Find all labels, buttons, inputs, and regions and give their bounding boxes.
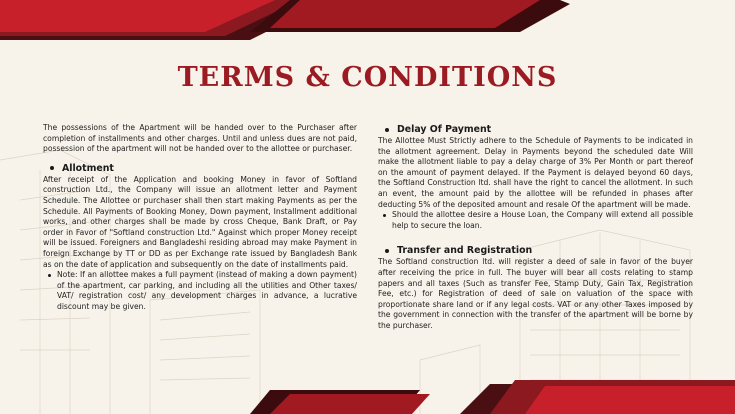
allotment-heading <box>50 163 357 174</box>
bullet-icon <box>383 214 386 217</box>
allotment-heading-text: Allotment <box>62 162 114 174</box>
allotment-body: After receipt of the Application and booking Money in favor of Softland construction Ltd., the Company will issue an allotment letter and Payment Schedule. The Allottee or purchaser shall then start making Payments as per the Schedule. All Payments of Booking Money, Down payment, Installment additional works, and other charges shall be made by cross Cheque, Bank Draft, or Pay order in Favor of "Softland construction Ltd." Against which proper Money receipt will be issued. Foreigners and Bangladeshi residing abroad may make Payment in foreign Exchange by TT or DD as per Exchange rate issued by Bangladesh Bank as on the date of application and subsequently on the date of installments paid. <box>43 174 357 269</box>
delay-section <box>378 124 693 231</box>
bullet-icon <box>48 274 51 277</box>
delay-heading <box>385 124 693 135</box>
bullet-icon <box>385 128 389 132</box>
house-loan-note <box>383 210 693 231</box>
left-column <box>43 123 357 322</box>
house-loan-note-text: Should the allottee desire a House Loan, the Company will extend all possible help to secure the loan. <box>392 210 693 230</box>
delay-heading-text: Delay Of Payment <box>397 124 492 135</box>
transfer-heading <box>385 245 693 256</box>
bottom-ribbon-decoration <box>0 380 735 414</box>
transfer-section <box>378 245 693 331</box>
possession-paragraph: The possessions of the Apartment will be handed over to the Purchaser after completion of installments and other charges. Until and unless dues are not paid, possession of the apartment will not be handed over to the allottee or purchaser. <box>43 123 357 154</box>
page-title: TERMS & CONDITIONS <box>177 62 558 93</box>
right-column <box>378 124 693 341</box>
transfer-heading-text: Transfer and Registration <box>397 245 533 257</box>
allotment-note-text: Note: If an allottee makes a full payment (instead of making a down payment) of the apartment, car parking, and including all the utilities and Other taxes/ VAT/ registration cost/ any development charges in advance, a lucrative discount may be given. <box>57 270 357 311</box>
bullet-icon <box>50 166 54 170</box>
allotment-section <box>43 163 357 313</box>
delay-body: The Allottee Must Strictly adhere to the Schedule of Payments to be indicated in the allotment agreement. Delay in Payments beyond the scheduled date Will make the allotment liable to pay a delay charge of 3% Per Month or part thereof on the amount of payment delayed. If the Payment is delayed beyond 60 days, the Softland Construction ltd. shall have the right to cancel the allotment. In such an event, the amount paid by the allottee will be refunded in phases after deducting 5% of the deposited amount and resale Of the apartment will be made. <box>378 136 693 209</box>
bullet-icon <box>385 249 389 253</box>
top-ribbon-decoration <box>0 0 735 40</box>
allotment-note <box>48 270 357 312</box>
transfer-body: The Softland construction ltd. will register a deed of sale in favor of the buyer after receiving the price in full. The buyer will bear all costs relating to stamp papers and all taxes (Such as transfer Fee, Stamp Duty, Gain Tax, Registration Fee, etc.) for Registration of deed of sale on valuation of the space with proportionate share land or if any legal costs. VAT or any other Taxes imposed by the government in connection with the transfer of the apartment will be borne by the purchaser. <box>378 257 693 330</box>
